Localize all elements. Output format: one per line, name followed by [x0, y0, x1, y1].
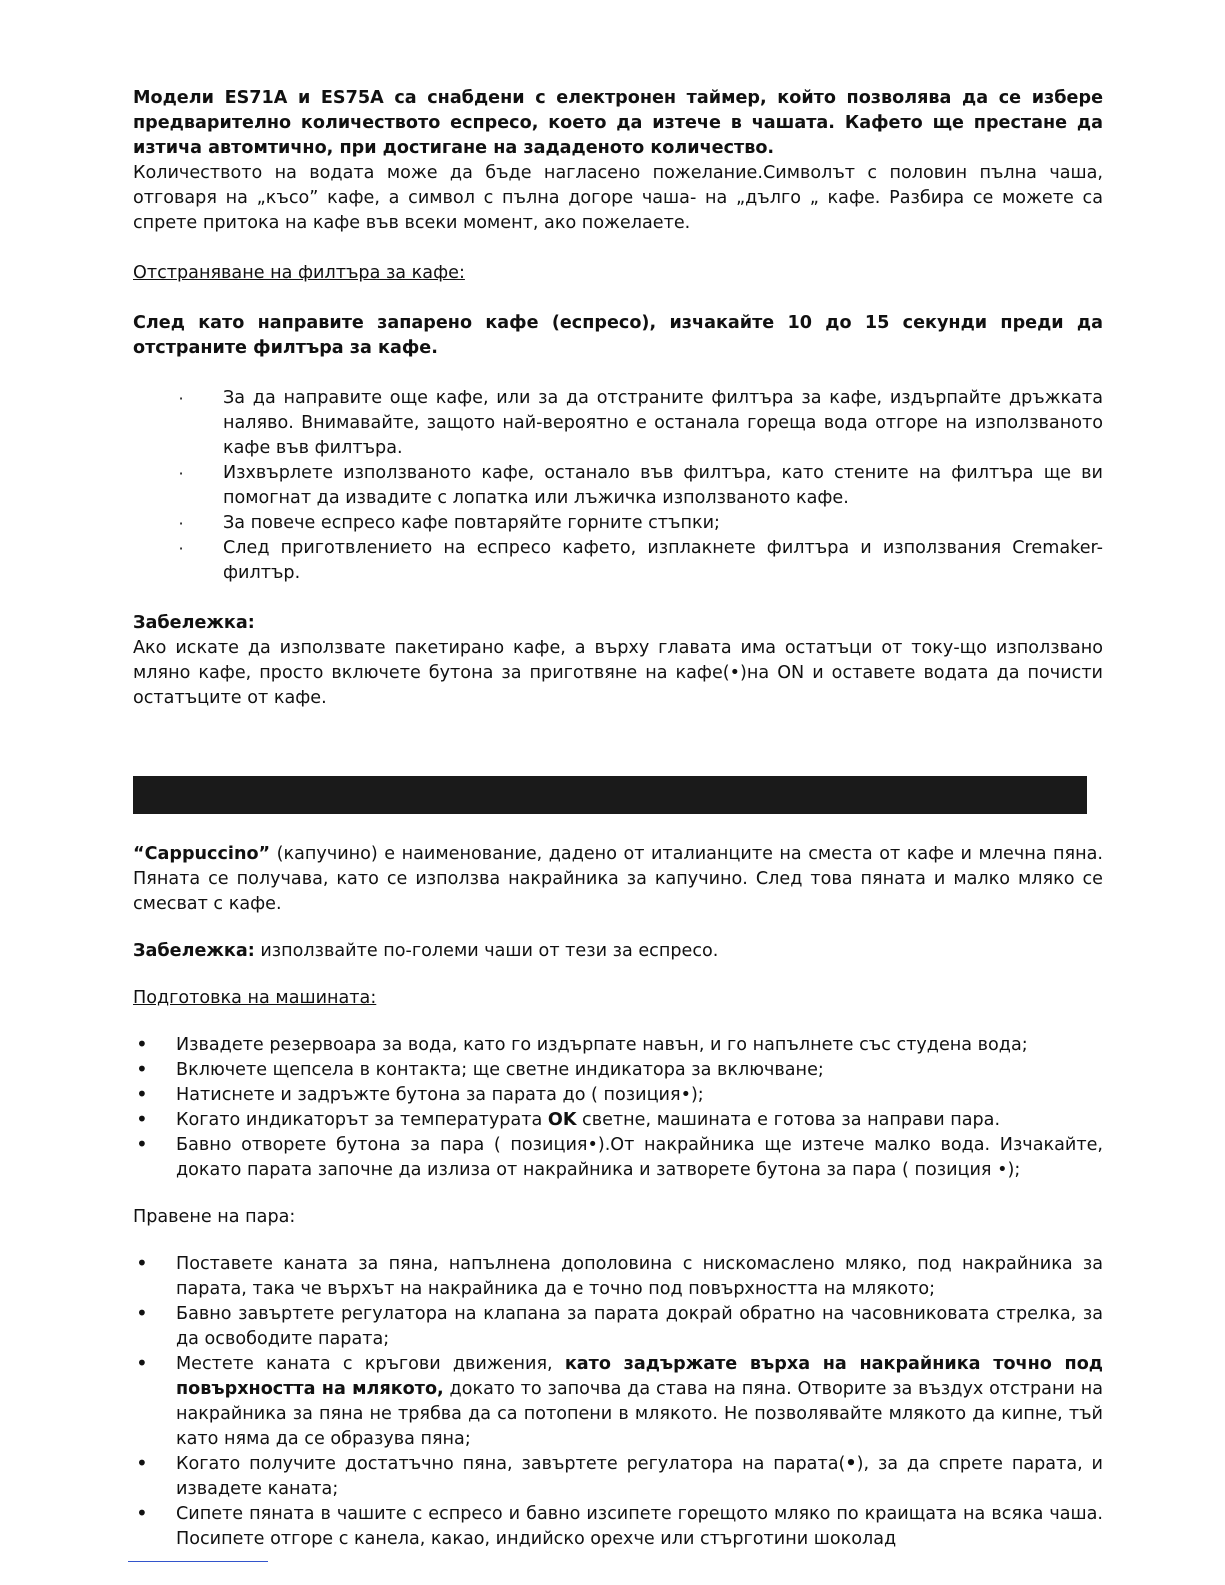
section-banner [133, 776, 1087, 814]
bullet-marker: · [178, 389, 184, 408]
list-item [133, 1033, 1103, 1058]
prep-heading: Подготовка на машината: [133, 988, 377, 1008]
list-item-text: Изхвърлете използваното кафе, останало във филтъра, като стените на филтъра ще ви помогнат да извадите с лопатка или лъжичка използваното кафе. [223, 463, 1103, 508]
filter-bold-intro: След като направите запарено кафе (еспресо), изчакайте 10 до 15 секунди преди да отстраните филтъра за кафе. [133, 313, 1103, 358]
list-item [133, 1133, 1103, 1183]
list-item [133, 1058, 1103, 1083]
bullet-marker: • [136, 1107, 148, 1131]
list-item-text: Поставете каната за пяна, напълнена дополовина с нискомаслено мляко, под накрайника за парата, така че върхът на накрайника да е точно под повърхността на млякото; [176, 1254, 1103, 1299]
footnote-separator [128, 1561, 268, 1562]
bullet-marker: • [136, 1132, 148, 1156]
list-item [133, 1108, 1103, 1133]
list-item [133, 511, 1103, 536]
list-item-text: Бавно отворете бутона за пара ( позиция•).От накрайника ще изтече малко вода. Изчакайте, докато парата започне да излиза от накрайника и затворете бутона за пара ( позиция •); [176, 1135, 1103, 1180]
list-item-text: Извадете резервоара за вода, като го издърпате навън, и го напълнете със студена вода; [176, 1035, 1028, 1055]
filter-steps-list [133, 386, 1103, 586]
bullet-marker: · [178, 539, 184, 558]
list-item-text: За да направите още кафе, или за да отстраните филтъра за кафе, издърпайте дръжката наляво. Внимавайте, защото най-вероятно е останала гореща вода отгоре на използваното кафе във филтъра. [223, 388, 1103, 458]
prep-steps-list [133, 1033, 1103, 1183]
note2-text: използвайте по-големи чаши от тези за еспресо. [254, 941, 719, 961]
intro-paragraph: Количеството на водата може да бъде нагласено пожелание.Символът с половин пълна чаша, отговаря на „късо” кафе, а символ с пълна догоре чаша- на „дълго „ кафе. Разбира се можете са спрете притока на кафе във всеки момент, ако пожелаете. [133, 163, 1103, 233]
list-item [133, 1252, 1103, 1302]
bullet-marker: · [178, 514, 184, 533]
note-heading: Забележка: [133, 613, 255, 633]
list-item [133, 1083, 1103, 1108]
list-item-text: Включете щепсела в контакта; ще светне индикатора за включване; [176, 1060, 824, 1080]
list-item [133, 461, 1103, 511]
list-item [133, 386, 1103, 461]
bullet-marker: • [136, 1082, 148, 1106]
list-item-text: Бавно завъртете регулатора на клапана за парата докрай обратно на часовниковата стрелка, за да освободите парата; [176, 1304, 1103, 1349]
list-item-text: докато то започва да става на пяна. Отворите за въздух отстрани на накрайника за пяна не трябва да са потопени в млякото. Не позволявайте млякото да кипне, тъй като няма да се образува пяна; [176, 1379, 1103, 1449]
list-item-text: След приготвлението на еспресо кафето, изплакнете филтъра и използвания Cremaker-филтър. [223, 538, 1103, 583]
bullet-marker: • [136, 1251, 148, 1275]
list-item-text: За повече еспресо кафе повтаряйте горните стъпки; [223, 513, 720, 533]
list-item-text: светне, машината е готова за направи пара. [576, 1110, 1001, 1130]
list-item-text: ), за да спрете парата, и извадете каната; [176, 1454, 1103, 1499]
bullet-marker: • [136, 1057, 148, 1081]
list-item-text: Натиснете и задръжте бутона за парата до ( позиция•); [176, 1085, 704, 1105]
list-item-text: Когато получите достатъчно пяна, завъртете регулатора на парата( [176, 1454, 846, 1474]
list-item-bold-text: като задържате върха на накрайника точно под повърхността на млякото, [176, 1354, 1103, 1399]
bullet-marker: · [178, 464, 184, 483]
document-page [133, 86, 1103, 1552]
list-item [133, 1452, 1103, 1502]
list-item-text: Сипете пяната в чашите с еспресо и бавно изсипете горещото мляко по краищата на всяка чаша. Посипете отгоре с канела, какао, индийско орехче или стърготини шоколад [176, 1504, 1103, 1549]
list-item [133, 1352, 1103, 1452]
list-item [133, 1502, 1103, 1552]
note2-paragraph [133, 939, 1103, 964]
cappuccino-term: “Cappuccino” [133, 844, 271, 864]
list-item [133, 536, 1103, 586]
bullet-marker: • [136, 1032, 148, 1056]
intro-bold-paragraph: Модели ES71A и ES75A са снабдени с електронен таймер, който позволява да се избере предварително количеството еспресо, което да изтече в чашата. Кафето ще престане да изтича автомтично, при достигане на зададеното количество. [133, 88, 1103, 158]
list-item-text: Когато индикаторът за температурата [176, 1110, 548, 1130]
steam-steps-list [133, 1252, 1103, 1552]
note2-heading: Забележка: [133, 941, 255, 961]
bullet-marker: • [136, 1451, 148, 1475]
steam-heading: Правене на пара: [133, 1207, 296, 1227]
ok-indicator-label: OK [547, 1110, 577, 1130]
bullet-marker: • [136, 1351, 148, 1375]
note-paragraph: Ако искате да използвате пакетирано кафе, а върху главата има остатъци от току-що използвано мляно кафе, просто включете бутона за приготвяне на кафе(•)на ON и оставете водата да почисти остатъците от кафе. [133, 638, 1103, 708]
position-dot: • [845, 1454, 857, 1474]
cappuccino-text: (капучино) е наименование, дадено от италианците на сместа от кафе и млечна пяна. Пяната се получава, като се използва накрайника за капучино. След това пяната и малко мляко се смесват с кафе. [133, 844, 1103, 914]
filter-section-heading: Отстраняване на филтъра за кафе: [133, 263, 465, 283]
cappuccino-paragraph [133, 842, 1103, 917]
bullet-marker: • [136, 1501, 148, 1525]
list-item-text: Местете каната с кръгови движения, [176, 1354, 565, 1374]
bullet-marker: • [136, 1301, 148, 1325]
list-item [133, 1302, 1103, 1352]
